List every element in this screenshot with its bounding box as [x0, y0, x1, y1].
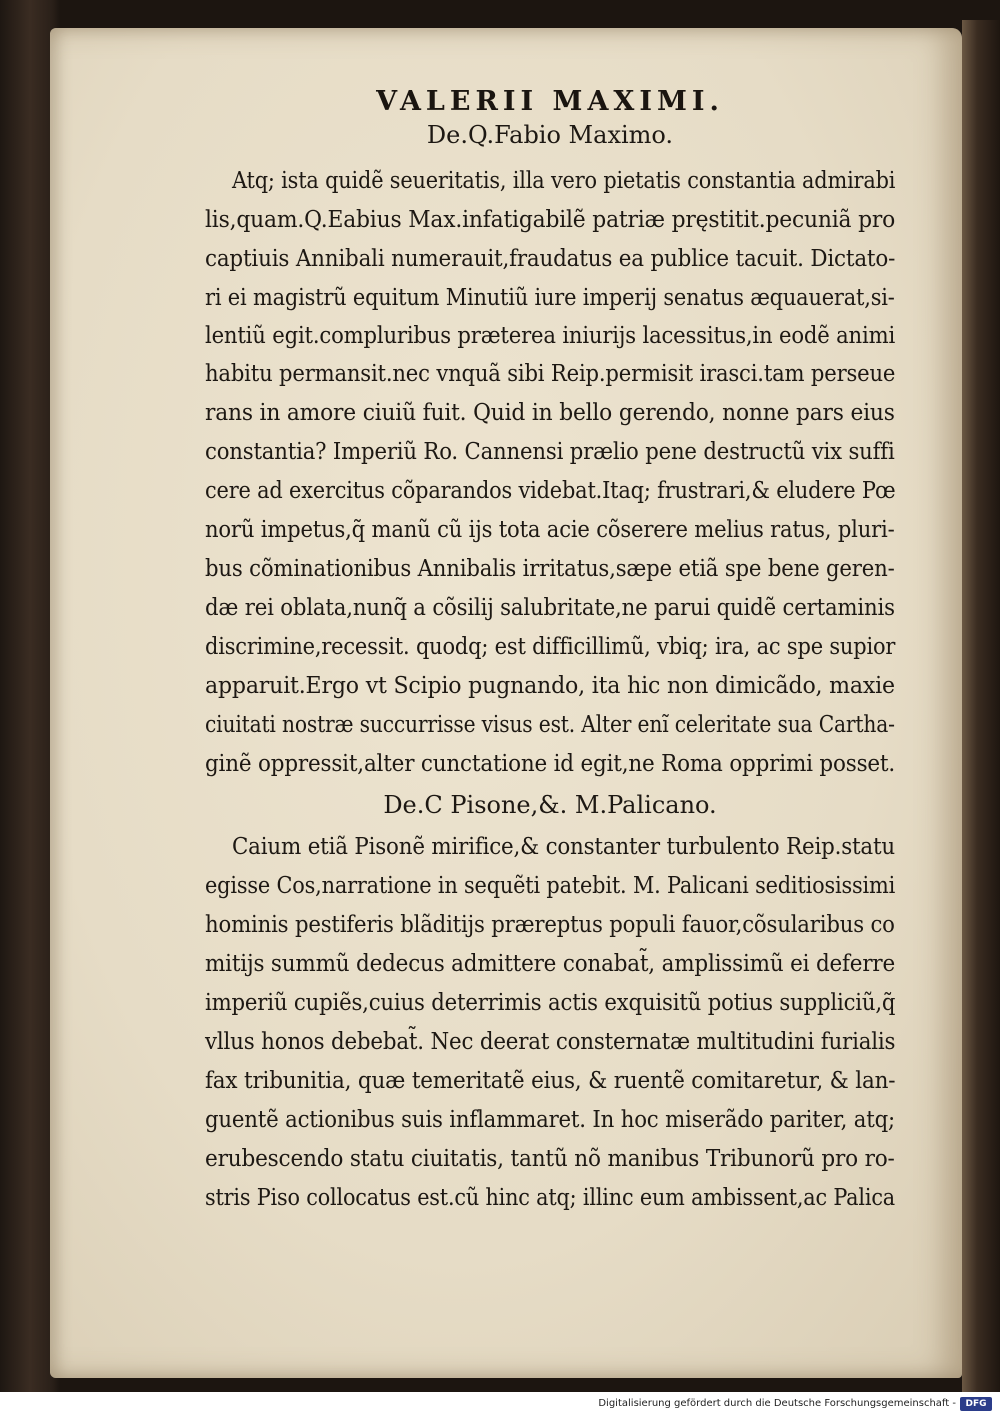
text-line: cere ad exercitus cõparandos videbat.Itaq; frustrari,& eludere Pœ — [205, 478, 896, 504]
text-line: stris Piso collocatus est.cũ hinc atq; illinc eum ambissent,ac Palica — [205, 1185, 895, 1211]
text-line: discrimine,recessit. quodq; est difficillimũ, vbiq; ira, ac spe supior — [205, 634, 896, 660]
text-line: ri ei magistrũ equitum Minutiũ iure imperij senatus æquauerat,si- — [205, 285, 895, 311]
text-line: constantia? Imperiũ Ro. Cannensi prælio pene destructũ vix suffi — [205, 439, 895, 465]
text-line: ginẽ oppressit,alter cunctatione id egit,ne Roma opprimi posset. — [205, 751, 896, 777]
text-line: captiuis Annibali numerauit,fraudatus ea publice tacuit. Dictato- — [205, 246, 896, 272]
text-line: lentiũ egit.compluribus prætereа iniurijs lacessitus,in eodẽ animi — [205, 323, 896, 349]
text-line: bus cõminationibus Annibalis irritatus,sæpe etiã spe bene geren- — [205, 556, 895, 582]
book-spine — [962, 20, 1000, 1392]
footer-bar — [0, 1392, 1000, 1417]
text-line: apparuit.Ergo vt Scipio pugnando, ita hic non dimicãdo, maxie — [205, 673, 895, 699]
text-line: dæ rei oblata,nunq̃ a cõsilij salubritate,ne parui quidẽ certaminis — [205, 595, 895, 621]
text-line: fax tribunitia, quæ temeritatẽ eius, & ruentẽ comitaretur, & lan- — [205, 1068, 896, 1094]
text-line: egisse Cos,narratione in sequẽti patebit. M. Palicani seditiosissimi — [205, 873, 896, 899]
text-line: Caium etiã Pisonẽ mirifice,& constanter turbulento Reip.statu — [232, 834, 895, 860]
text-line: mitijs summũ dedecus admittere conabat̃, amplissimũ ei deferre — [205, 951, 896, 977]
running-head: VALERII MAXIMI. — [376, 86, 724, 117]
text-line: lis,quam.Q.Eabius Max.infatigabilẽ patriæ pręstitit.pecuniã pro — [205, 207, 896, 233]
text-line: rans in amore ciuiũ fuit. Quid in bello gerendo, nonne pars eius — [205, 400, 895, 426]
text-line: ciuitati nostræ succurrisse visus est. Alter enĩ celeritate sua Cartha- — [205, 712, 895, 738]
text-line: imperiũ cupiẽs,cuius deterrimis actis exquisitũ potius suppliciũ,q̃ — [205, 990, 896, 1016]
dfg-logo-icon[interactable]: DFG — [960, 1397, 992, 1411]
section-heading: De.C Pisone,&. M.Palicano. — [383, 791, 717, 819]
text-line: habitu permansit.nec vnquã sibi Reip.permisit irasci.tam perseue — [205, 361, 896, 387]
text-line: Atq; ista quidẽ seueritatis, illa vero pietatis constantia admirabi — [232, 168, 896, 194]
text-line: hominis pestiferis blãditijs præreptus populi fauor,cõsularibus co — [205, 912, 895, 938]
text-line: guentẽ actionibus suis inflammaret. In hoc miserãdo pariter, atq; — [205, 1107, 896, 1133]
text-line: vllus honos debebat̃. Nec deerat consternatæ multitudini furialis — [205, 1029, 896, 1055]
section-heading: De.Q.Fabio Maximo. — [426, 121, 674, 149]
footer-credit: Digitalisierung gefördert durch die Deutsche Forschungsgemeinschaft - — [598, 1398, 956, 1409]
text-line: norũ impetus,q̃ manũ cũ ijs tota acie cõserere melius ratus, pluri- — [205, 517, 895, 543]
text-line: erubescendo statu ciuitatis, tantũ nõ manibus Tribunorũ pro ro- — [205, 1146, 895, 1172]
